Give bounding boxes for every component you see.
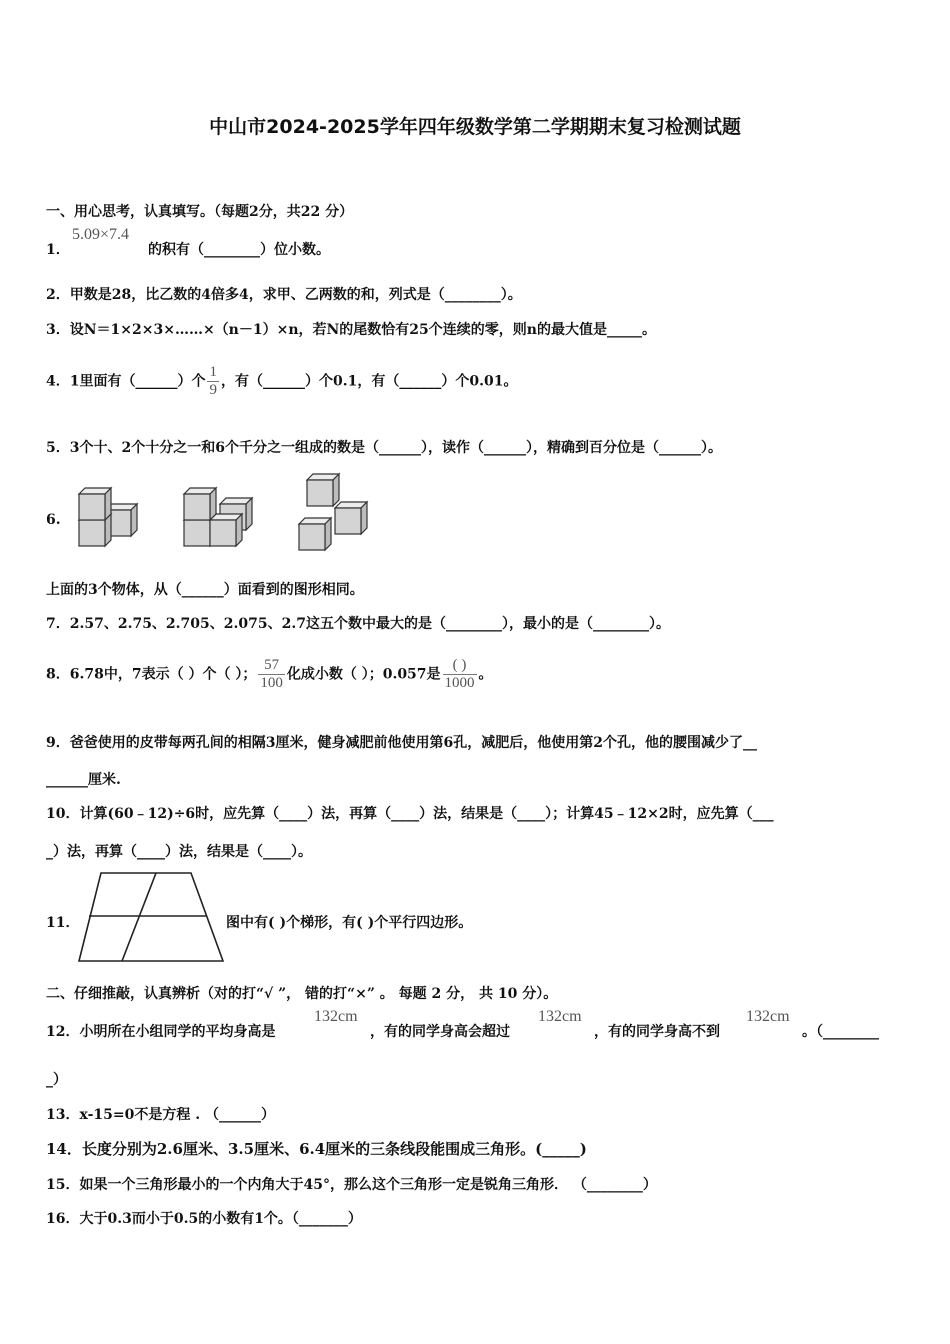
question-11-number: 11． <box>46 915 80 931</box>
question-7: 7．2.57、2.75、2.705、2.075、2.7这五个数中最大的是（________），最小的是（________）。 <box>46 616 670 632</box>
question-15: 15．如果一个三角形最小的一个内角大于45°，那么这个三角形一定是锐角三角形． （________） <box>46 1177 657 1193</box>
question-3: 3．设N＝1×2×3×……×（n－1）×n，若N的尾数恰有25个连续的零，则n的最大值是_____。 <box>46 322 656 338</box>
cube-figures-image <box>70 470 390 560</box>
cube-figure-3 <box>299 474 367 550</box>
question-1-number: 1． <box>46 242 70 258</box>
question-8 <box>46 657 493 692</box>
question-6-number: 6. <box>46 512 61 528</box>
cube-figure-2 <box>184 488 252 546</box>
question-8-part1: 8．6.78中，7表示（ ）个（ ）； <box>46 666 257 683</box>
trapezoid-figure-image <box>76 870 226 964</box>
question-12-height-1: 132cm <box>314 1008 358 1025</box>
question-16: 16．大于0.3而小于0.5的小数有1个。（_______） <box>46 1211 362 1227</box>
question-12-line-2: _） <box>46 1072 67 1088</box>
question-11-text: 图中有( )个梯形，有( )个平行四边形。 <box>226 915 473 931</box>
question-13: 13．x-15=0不是方程 . （______） <box>46 1107 275 1123</box>
question-1-expression: 5.09×7.4 <box>72 226 130 243</box>
question-8-fraction-2: $\frac{( )}{1000}$ <box>444 657 475 691</box>
question-12-height-3: 132cm <box>746 1008 790 1025</box>
question-12-part2: ，有的同学身高会超过 <box>370 1024 510 1040</box>
question-9-line-2: ______厘米. <box>46 772 121 788</box>
page-title: 中山市2024-2025学年四年级数学第二学期期末复习检测试题 <box>209 116 741 138</box>
question-8-part3: 。 <box>478 666 493 683</box>
cube-figure-1 <box>79 488 137 546</box>
question-9-line-1: 9．爸爸使用的皮带每两孔间的相隔3厘米，健身减肥前他使用第6孔，减肥后，他使用第2个孔，他的腰围减少了__ <box>46 735 757 751</box>
question-14: 14．长度分别为2.6厘米、3.5厘米、6.4厘米的三条线段能围成三角形。(_____) <box>46 1140 587 1158</box>
section-1-heading: 一、用心思考，认真填写。（每题2分，共22 分） <box>46 204 354 220</box>
question-1-text: 的积有（________）位小数。 <box>148 242 330 258</box>
question-4 <box>46 364 517 399</box>
question-8-part2: 化成小数（ ）；0.057是 <box>286 666 441 683</box>
question-2: 2．甲数是28，比乙数的4倍多4，求甲、乙两数的和，列式是（________）。 <box>46 287 522 303</box>
question-6-text: 上面的3个物体，从（______）面看到的图形相同。 <box>46 582 364 598</box>
question-10-line-1: 10．计算(60﹣12)÷6时，应先算（____）法，再算（____）法，结果是（____）；计算45﹣12×2时，应先算（___ <box>46 806 774 822</box>
question-8-fraction-1: $\frac{57}{100}$ <box>260 657 283 691</box>
section-2-heading: 二、仔细推敲，认真辨析（对的打“√ ”， 错的打“×” 。 每题 2 分， 共 10 分）。 <box>46 986 558 1002</box>
question-10-line-2: _）法，再算（____）法，结果是（____）。 <box>46 844 312 860</box>
question-12-part4: 。（________ <box>802 1024 879 1040</box>
question-12-part3: ，有的同学身高不到 <box>594 1024 720 1040</box>
question-5: 5．3个十、2个十分之一和6个千分之一组成的数是（______），读作（______），精确到百分位是（______）。 <box>46 440 722 456</box>
question-4-part2: ，有（______）个0.1，有（______）个0.01。 <box>220 373 518 390</box>
question-4-part1: 4．1里面有（______）个 <box>46 373 206 390</box>
question-4-fraction: $\frac{1}{9}$ <box>209 364 217 398</box>
question-12-height-2: 132cm <box>538 1008 582 1025</box>
question-12-part1: 12．小明所在小组同学的平均身高是 <box>46 1024 276 1040</box>
